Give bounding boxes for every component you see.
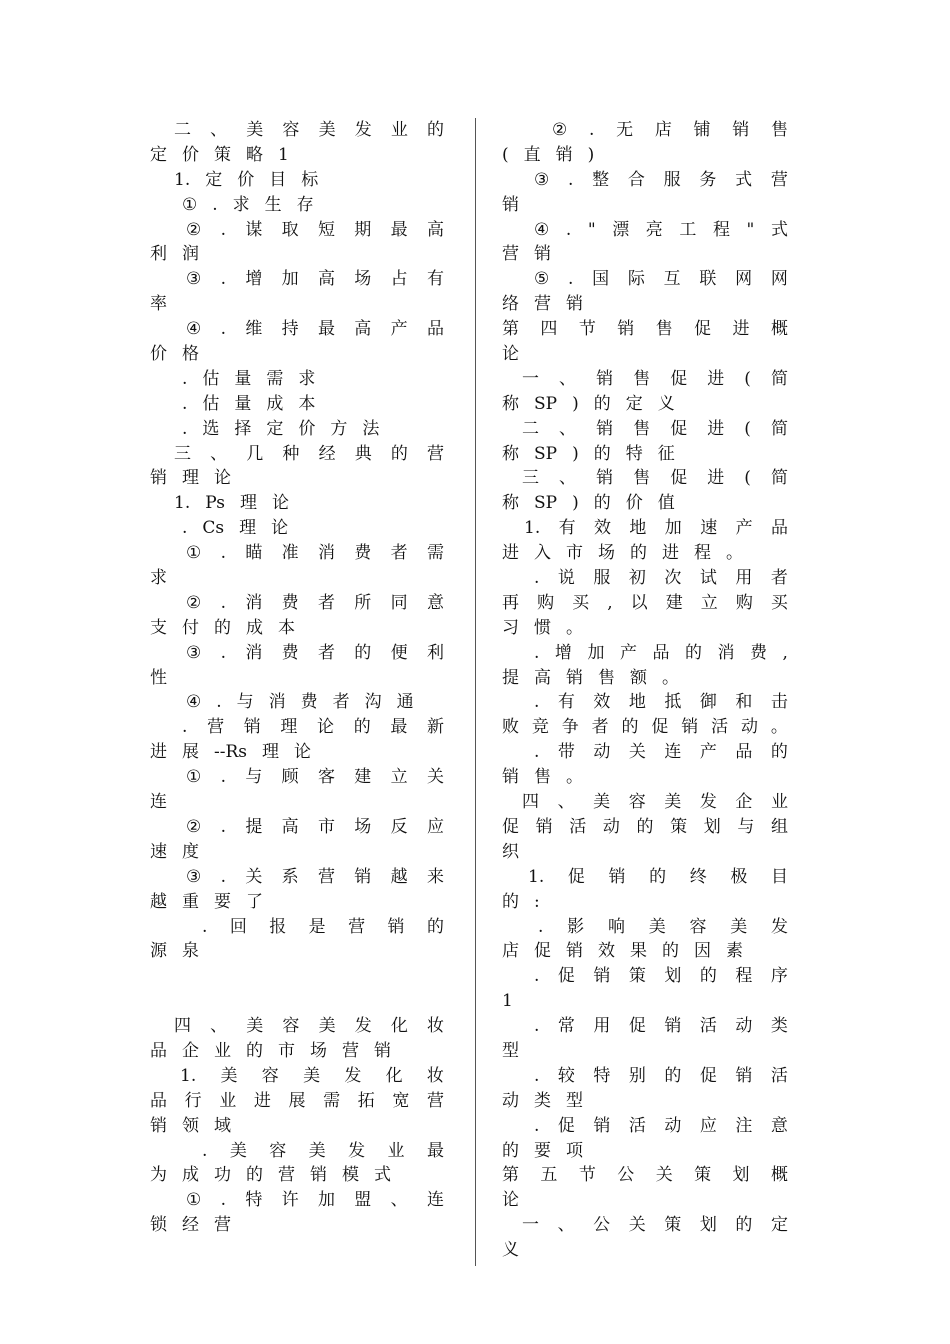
text-line: 第 四 节 销 售 促 进 概: [502, 319, 788, 340]
text-line: ④ . 与 消 费 者 沟 通: [186, 692, 414, 713]
text-line: ④ . 维 持 最 高 产 品: [186, 319, 444, 340]
text-line: 连: [150, 792, 167, 813]
blank-line: [150, 989, 444, 1014]
text-line: 价 格: [150, 344, 199, 365]
text-line: 织: [502, 841, 519, 862]
text-line: . 带 动 关 连 产 品 的: [534, 742, 788, 763]
text-line: 1. Ps 理 论: [174, 493, 289, 514]
text-line: ③ . 关 系 营 销 越 来: [186, 866, 444, 887]
text-line: . 说 服 初 次 试 用 者: [534, 568, 788, 589]
text-line: 率: [150, 294, 167, 315]
text-line: 品 企 业 的 市 场 营 销: [150, 1040, 391, 1061]
text-line: ② . 谋 取 短 期 最 高: [186, 219, 444, 240]
text-line: 1. 美 容 美 发 化 妆: [180, 1065, 444, 1086]
text-line: . 回 报 是 营 销 的: [202, 916, 444, 937]
text-line: 销 售 。: [502, 767, 583, 788]
text-line: ③ . 消 费 者 的 便 利: [186, 642, 444, 663]
text-line: 一 、 销 售 促 进 ( 简: [522, 368, 788, 389]
text-line: 进 入 市 场 的 进 程 。: [502, 543, 743, 564]
text-line: 称 SP ) 的 定 义: [502, 393, 675, 414]
text-line: 促 销 活 动 的 策 划 与 组: [502, 816, 788, 837]
text-line: ② . 消 费 者 所 同 意: [186, 592, 444, 613]
text-line: 速 度: [150, 841, 199, 862]
text-line: . Cs 理 论: [182, 518, 289, 539]
text-line: 1. 促 销 的 终 极 目: [528, 866, 788, 887]
text-line: 的 :: [502, 891, 540, 912]
left-text-column: [150, 118, 444, 1238]
text-line: 型: [502, 1040, 519, 1061]
text-line: 络 营 销: [502, 294, 583, 315]
text-line: 二 、 销 售 促 进 ( 简: [522, 418, 788, 439]
text-line: 定 价 策 略 1: [150, 144, 289, 165]
text-line: . 增 加 产 品 的 消 费 ,: [534, 642, 788, 663]
text-line: ② . 提 高 市 场 反 应: [186, 816, 444, 837]
text-line: . 营 销 理 论 的 最 新: [182, 717, 444, 738]
text-line: 销: [502, 194, 519, 215]
text-line: ① . 求 生 存: [182, 194, 314, 215]
text-line: 第 五 节 公 关 策 划 概: [502, 1165, 788, 1186]
text-line: . 有 效 地 抵 御 和 击: [534, 692, 788, 713]
text-line: ① . 瞄 准 消 费 者 需: [186, 543, 444, 564]
text-line: 营 销: [502, 244, 551, 265]
text-line: 利 润: [150, 244, 199, 265]
text-line: 再 购 买 , 以 建 立 购 买: [502, 592, 788, 613]
text-line: 败 竞 争 者 的 促 销 活 动 。: [502, 717, 788, 738]
text-line: 销 领 域: [150, 1115, 231, 1136]
text-line: 进 展 --Rs 理 论: [150, 742, 312, 763]
text-line: . 估 量 需 求: [182, 368, 316, 389]
blank-line: [150, 964, 444, 989]
text-line: 支 付 的 成 本: [150, 617, 295, 638]
text-line: . 较 特 别 的 促 销 活: [534, 1065, 788, 1086]
text-line: 为 成 功 的 营 销 模 式: [150, 1165, 391, 1186]
text-line: 1. 定 价 目 标: [174, 169, 319, 190]
text-line: ② . 无 店 铺 销 售: [552, 120, 788, 140]
text-line: 习 惯 。: [502, 617, 583, 638]
text-line: . 美 容 美 发 业 最: [202, 1140, 444, 1161]
text-line: 1. 有 效 地 加 速 产 品: [524, 518, 788, 539]
text-line: 一 、 公 关 策 划 的 定: [522, 1215, 788, 1236]
text-line: 性: [150, 667, 167, 688]
text-line: ( 直 销 ): [502, 144, 595, 165]
text-line: 店 促 销 效 果 的 因 素: [502, 941, 743, 962]
text-line: 销 理 论: [150, 468, 231, 489]
text-line: 锁 经 营: [150, 1215, 231, 1236]
text-line: 品 行 业 进 展 需 拓 宽 营: [150, 1090, 444, 1111]
text-line: ⑤ . 国 际 互 联 网 网: [534, 269, 788, 290]
text-line: 提 高 销 售 额 。: [502, 667, 679, 688]
text-line: 二 、 美 容 美 发 业 的: [174, 120, 444, 140]
text-line: ④ . " 漂 亮 工 程 " 式: [534, 219, 788, 240]
text-line: 称 SP ) 的 价 值: [502, 493, 675, 514]
text-line: 论: [502, 1190, 519, 1211]
text-line: 三 、 几 种 经 典 的 营: [174, 443, 444, 464]
text-line: . 常 用 促 销 活 动 类: [534, 1016, 788, 1037]
text-line: 越 重 要 了: [150, 891, 263, 912]
right-text-column: [502, 118, 788, 1263]
text-line: 称 SP ) 的 特 征: [502, 443, 675, 464]
text-line: 论: [502, 344, 519, 365]
text-line: . 影 响 美 容 美 发: [538, 916, 788, 937]
text-line: 1: [502, 991, 513, 1012]
text-line: ① . 特 许 加 盟 、 连: [186, 1190, 444, 1211]
text-line: 三 、 销 售 促 进 ( 简: [522, 468, 788, 489]
text-line: . 估 量 成 本: [182, 393, 316, 414]
text-line: . 促 销 活 动 应 注 意: [534, 1115, 788, 1136]
text-line: 的 要 项: [502, 1140, 583, 1161]
column-divider: [475, 118, 476, 1266]
text-line: 义: [502, 1240, 519, 1261]
text-line: 源 泉: [150, 941, 199, 962]
text-line: 四 、 美 容 美 发 化 妆: [174, 1016, 444, 1037]
text-line: 求: [150, 568, 167, 589]
text-line: . 选 择 定 价 方 法: [182, 418, 380, 439]
text-line: . 促 销 策 划 的 程 序: [534, 966, 788, 987]
text-line: ③ . 增 加 高 场 占 有: [186, 269, 444, 290]
text-line: 动 类 型: [502, 1090, 583, 1111]
text-line: ① . 与 顾 客 建 立 关: [186, 767, 444, 788]
text-line: ③ . 整 合 服 务 式 营: [534, 169, 788, 190]
text-line: 四 、 美 容 美 发 企 业: [522, 792, 788, 813]
